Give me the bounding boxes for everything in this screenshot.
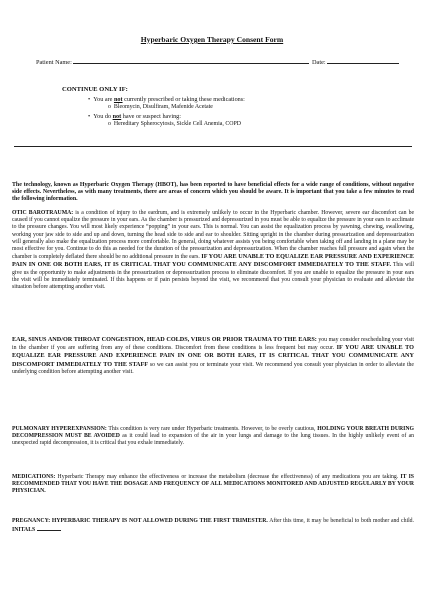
bullet-icon: • xyxy=(88,113,94,120)
date-label: Date: xyxy=(312,59,326,66)
initials-field[interactable] xyxy=(37,525,61,531)
sub-bullet-icon: o xyxy=(108,121,111,127)
patient-name-field[interactable] xyxy=(73,57,309,64)
condition-sub-medications: o Bleomycin, Disulfiram, Mafenide Acetate xyxy=(108,104,213,110)
patient-name-label: Patient Name: xyxy=(36,59,72,66)
medications-section: MEDICATIONS: Hyperbaric Therapy may enhance the effectiveness or increase the metabolism (decrease the effectiveness) of any medications you are taking. IT IS RECOMMENDED THAT YOU HAVE THE DOSAGE AND FREQUENCY OF ALL MEDICATIONS MONITORED AND ADJUSTED REGULARLY BY YOUR PHYSICIAN. xyxy=(12,474,415,495)
patient-name-row xyxy=(36,57,309,66)
continue-heading: CONTINUE ONLY IF: xyxy=(62,86,128,93)
pulmonary-section: PULMONARY HYPEREXPANSION: This condition is very rare under Hyperbaric treatments. However, to be overly cautious, HOLDING YOUR BREATH DURING DECOMPRESSION MUST BE AVOIDED as it could lead to expansion of the air in your lungs and damage to the lung tissues. In the highly unlikely event of an unexpected rapid decompression, it is critical that you exhale immediately. xyxy=(12,426,415,447)
ear-heading: EAR, SINUS AND/OR THROAT CONGESTION, HEAD COLDS, VIRUS OR PRIOR TRAUMA TO THE EARS: xyxy=(12,336,317,343)
divider xyxy=(14,146,412,147)
ear-congestion-section: EAR, SINUS AND/OR THROAT CONGESTION, HEAD COLDS, VIRUS OR PRIOR TRAUMA TO THE EARS: you may consider rescheduling your visit in the chamber if you are suffering from any of these conditions. Discomfort from these conditions is less frequent but may occur. IF YOU ARE UNABLE TO EQUALIZE EAR PRESSURE AND EXPERIENCE PAIN IN ONE OR BOTH EARS, IT IS CRITICAL THAT YOU COMMUNICATE ANY DISCOMFORT IMMEDIATELY TO THE STAFF so we can assist you or terminate your visit. We recommend you consult your physician in order to alleviate the underlying condition before attempting another visit. xyxy=(12,336,414,375)
initials-label: INITALS xyxy=(12,527,36,534)
condition-item-conditions: • You do not have or suspect having: xyxy=(88,113,181,120)
page-title: Hyperbaric Oxygen Therapy Consent Form xyxy=(140,35,284,44)
otic-heading: OTIC BAROTRAUMA: xyxy=(12,210,74,216)
otic-barotrauma-section: OTIC BAROTRAUMA: is a condition of injury to the eardrum, and is extremely unlikely to occur in the Hyperbaric chamber. However, severe ear discomfort can be caused if you cannot equalize the pressure in your ears. As the chamber is pressurized and depressurized in you must be able to equalize the pressure in your ears to acclimate to the pressure changes. You will most likely experience “popping” in your ears. This is normal. You can assist the equalization process by yawning, chewing, swallowing, working your jaw side to side and up and down, turning the head side to side and ear to shoulder. Sitting upright in the chamber during pressurization and depressurization will generally also make the equalization process more comfortable. In general, doing whatever assists you being comfortable when taking off and landing in a plane may be most effective for you. Continue to do this as needed for the duration of the pressurization and depressurization. When the chamber reaches full pressure and again when the chamber is completely deflated there should be no additional pressure in the ears. IF YOU ARE UNABLE TO EQUALIZE EAR PRESSURE AND EXPERIENCE PAIN IN ONE OR BOTH EARS, IT IS CRITICAL THAT YOU COMMUNICATE ANY DISCOMFORT IMMEDIATELY TO THE STAFF. This will give us the opportunity to make adjustments in the pressurization or depressurization process to eliminate discomfort. If you are unable to equalize the pressure in your ears the visit will be immediately terminated. If this happens or if pain persists beyond the visit, we recommend that you consult your physician to evaluate and alleviate the situation before attempting another visit. xyxy=(12,210,414,291)
pregnancy-section: PREGNANCY: HYPERBARIC THERAPY IS NOT ALLOWED DURING THE FIRST TRIMESTER. After this time, it may be beneficial to both mother and child. INITALS xyxy=(12,518,414,534)
condition-item-medications: • You are not currently prescribed or taking these medications: xyxy=(88,96,245,103)
sub-bullet-icon: o xyxy=(108,104,111,110)
medications-heading: MEDICATIONS: xyxy=(12,474,56,480)
emphasis-not: not xyxy=(113,96,123,103)
bullet-icon: • xyxy=(88,96,94,103)
emphasis-not: not xyxy=(112,113,122,120)
condition-sub-conditions: o Hereditary Spherocytosis, Sickle Cell Anemia, COPD xyxy=(108,121,242,127)
intro-paragraph: The technology, known as Hyperbaric Oxygen Therapy (HBOT), has been reported to have beneficial effects for a wide range of conditions, without negative side effects. Nevertheless, as with many treatments, there are areas of concern which you should be aware. It is important that you take a few minutes to read the following information. xyxy=(12,182,414,203)
pregnancy-heading: PREGNANCY: HYPERBARIC THERAPY IS NOT ALLOWED DURING THE FIRST TRIMESTER. xyxy=(12,518,268,524)
pulmonary-heading: PULMONARY HYPEREXPANSION: xyxy=(12,426,107,432)
date-field[interactable] xyxy=(327,57,399,64)
date-row xyxy=(312,57,399,66)
